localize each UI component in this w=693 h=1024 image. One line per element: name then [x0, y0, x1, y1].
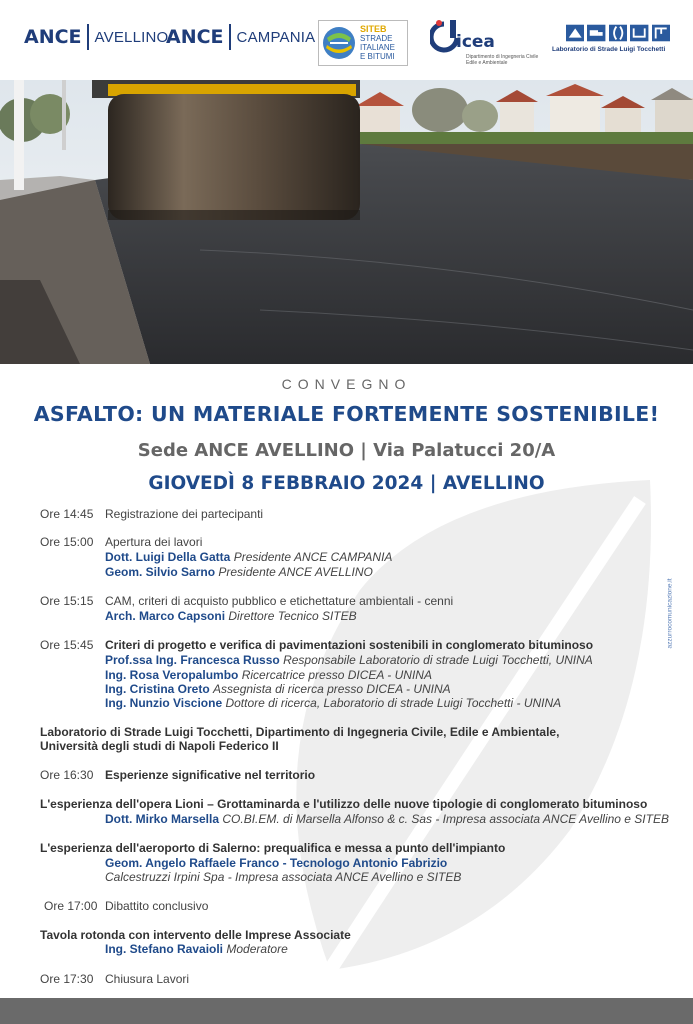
- speaker-role: CO.BI.EM. di Marsella Alfonso & c. Sas - Impresa associata ANCE Avellino e SITEB: [222, 812, 669, 826]
- event-venue: Sede ANCE AVELLINO | Via Palatucci 20/A: [137, 440, 556, 461]
- speaker-name: Dott. Luigi Della Gatta: [105, 550, 231, 564]
- speaker-role: Assegnista di ricerca presso DICEA - UNINA: [213, 682, 451, 696]
- speaker-name: Arch. Marco Capsoni: [105, 609, 226, 623]
- speaker-line: [105, 609, 357, 624]
- speaker-role: Calcestruzzi Irpini Spa - Impresa associata ANCE Avellino e SITEB: [105, 870, 462, 884]
- experience-title: L'esperienza dell'opera Lioni – Grottaminarda e l'utilizzo delle nuove tipologie di conglomerato bituminoso: [40, 797, 648, 811]
- lab-caption: Laboratorio di Strade Luigi Tocchetti: [552, 46, 666, 53]
- siteb-line: E BITUMI: [360, 52, 395, 61]
- time-label: Ore 17:30: [40, 972, 94, 986]
- experience-title: L'esperienza dell'aeroporto di Salerno: prequalifica e messa a punto dell'impianto: [40, 841, 506, 855]
- ance-place: AVELLINO: [94, 28, 169, 46]
- speaker-role: Ricercatrice presso DICEA - UNINA: [241, 668, 432, 682]
- speaker-role: Responsabile Laboratorio di strade Luigi Tocchetti, UNINA: [283, 653, 593, 667]
- program-item: Dibattito conclusivo: [105, 899, 209, 913]
- speaker-name: Geom. Angelo Raffaele Franco - Tecnologo Antonio Fabrizio: [105, 856, 448, 870]
- dicea-subtitle: Dipartimento di Ingegneria Civile Edile e Ambientale: [466, 54, 539, 66]
- time-label: Ore 15:00: [40, 535, 94, 549]
- ance-place: CAMPANIA: [236, 28, 316, 46]
- speaker-name: Dott. Mirko Marsella: [105, 812, 220, 826]
- program-item: Chiusura Lavori: [105, 972, 190, 986]
- speaker-line: [105, 668, 432, 683]
- siteb-line: STRADE: [360, 34, 393, 43]
- speaker-name: Ing. Nunzio Viscione: [105, 696, 223, 710]
- asphalt-footer-strip: [0, 998, 693, 1024]
- program-item: Criteri di progetto e verifica di pavimentazioni sostenibili in conglomerato bituminoso: [105, 638, 594, 652]
- speaker-name: Geom. Silvio Sarno: [105, 565, 216, 579]
- speaker-line: [105, 653, 593, 668]
- speaker-line: [105, 696, 561, 711]
- program-item: CAM, criteri di acquisto pubblico e etichettature ambientali - cenni: [105, 594, 454, 608]
- speaker-role: Presidente ANCE CAMPANIA: [233, 550, 393, 564]
- lab-affiliation: Laboratorio di Strade Luigi Tocchetti, Dipartimento di Ingegneria Civile, Edile e Ambientale,: [40, 725, 560, 739]
- speaker-name: Prof.ssa Ing. Francesca Russo: [105, 653, 280, 667]
- speaker-line: [105, 682, 451, 697]
- speaker-role: Direttore Tecnico SITEB: [228, 609, 357, 623]
- time-label: Ore 15:45: [40, 638, 94, 652]
- speaker-line: [105, 942, 288, 957]
- time-label: Ore 14:45: [40, 507, 94, 521]
- time-label: Ore 16:30: [40, 768, 94, 782]
- credit-text: azzurrocomunicazione.it: [666, 578, 674, 649]
- event-type: CONVEGNO: [281, 376, 412, 392]
- ance-brand: ANCE: [166, 26, 224, 48]
- speaker-role: Moderatore: [226, 942, 288, 956]
- speaker-line: [105, 812, 669, 827]
- round-table: Tavola rotonda con intervento delle Imprese Associate: [40, 928, 351, 942]
- speaker-name: Ing. Rosa Veropalumbo: [105, 668, 239, 682]
- speaker-name: Ing. Cristina Oreto: [105, 682, 210, 696]
- event-date: GIOVEDÌ 8 FEBBRAIO 2024 | AVELLINO: [148, 473, 545, 494]
- siteb-line: ITALIANE: [360, 43, 395, 52]
- program-item: Registrazione dei partecipanti: [105, 507, 264, 521]
- siteb-name: SITEB: [360, 24, 387, 34]
- time-label: Ore 15:15: [40, 594, 94, 608]
- speaker-name: Ing. Stefano Ravaioli: [105, 942, 224, 956]
- event-title: ASFALTO: UN MATERIALE FORTEMENTE SOSTENIBILE!: [33, 402, 660, 426]
- ance-brand: ANCE: [24, 26, 82, 48]
- program-item: Esperienze significative nel territorio: [105, 768, 316, 782]
- speaker-line: [105, 550, 392, 565]
- program-item: Apertura dei lavori: [105, 535, 203, 549]
- speaker-role: Dottore di ricerca, Laboratorio di strade Luigi Tocchetti - UNINA: [225, 696, 562, 710]
- time-label: Ore 17:00: [44, 899, 98, 913]
- speaker-role: Presidente ANCE AVELLINO: [218, 565, 373, 579]
- speaker-line: [105, 565, 373, 580]
- dicea-word: icea: [456, 32, 495, 52]
- lab-affiliation: Università degli studi di Napoli Federico II: [40, 739, 279, 753]
